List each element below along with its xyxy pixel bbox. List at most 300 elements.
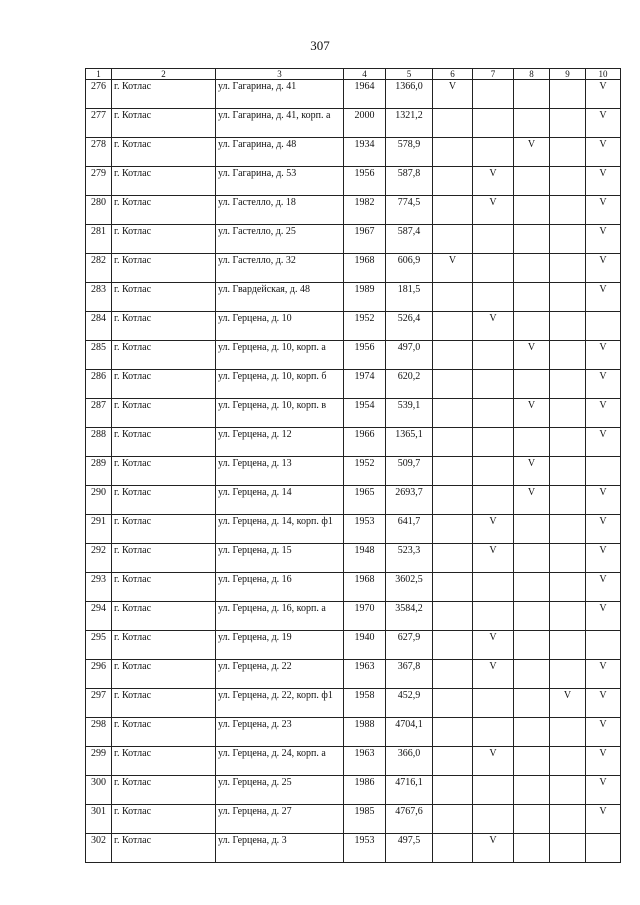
mark-col-8: V <box>514 341 550 370</box>
mark-col-8 <box>514 428 550 457</box>
mark-col-7: V <box>473 631 514 660</box>
address-cell: ул. Гагарина, д. 53 <box>216 167 344 196</box>
table-row <box>86 109 621 138</box>
mark-col-6 <box>433 457 473 486</box>
table-row <box>86 747 621 776</box>
mark-col-10: V <box>586 747 621 776</box>
address-cell: ул. Гастелло, д. 18 <box>216 196 344 225</box>
column-header: 2 <box>112 69 216 80</box>
city-cell: г. Котлас <box>112 631 216 660</box>
year-cell: 1964 <box>344 80 386 109</box>
row-number: 297 <box>86 689 112 718</box>
mark-col-7 <box>473 805 514 834</box>
mark-col-8 <box>514 747 550 776</box>
city-cell: г. Котлас <box>112 109 216 138</box>
row-number: 281 <box>86 225 112 254</box>
mark-col-10: V <box>586 805 621 834</box>
row-number: 284 <box>86 312 112 341</box>
row-number: 302 <box>86 834 112 863</box>
area-cell: 774,5 <box>386 196 433 225</box>
mark-col-6 <box>433 167 473 196</box>
housing-registry-table <box>85 68 621 863</box>
mark-col-6 <box>433 399 473 428</box>
mark-col-7 <box>473 109 514 138</box>
mark-col-10: V <box>586 196 621 225</box>
area-cell: 587,4 <box>386 225 433 254</box>
row-number: 298 <box>86 718 112 747</box>
row-number: 299 <box>86 747 112 776</box>
mark-col-9 <box>550 138 586 167</box>
mark-col-9 <box>550 805 586 834</box>
area-cell: 539,1 <box>386 399 433 428</box>
area-cell: 366,0 <box>386 747 433 776</box>
year-cell: 1963 <box>344 747 386 776</box>
year-cell: 1967 <box>344 225 386 254</box>
year-cell: 1956 <box>344 341 386 370</box>
mark-col-8 <box>514 660 550 689</box>
area-cell: 509,7 <box>386 457 433 486</box>
area-cell: 181,5 <box>386 283 433 312</box>
year-cell: 1965 <box>344 486 386 515</box>
year-cell: 1934 <box>344 138 386 167</box>
row-number: 282 <box>86 254 112 283</box>
city-cell: г. Котлас <box>112 167 216 196</box>
mark-col-8 <box>514 573 550 602</box>
year-cell: 1986 <box>344 776 386 805</box>
mark-col-7 <box>473 254 514 283</box>
table-row <box>86 718 621 747</box>
row-number: 286 <box>86 370 112 399</box>
address-cell: ул. Герцена, д. 13 <box>216 457 344 486</box>
mark-col-6 <box>433 486 473 515</box>
mark-col-10: V <box>586 660 621 689</box>
mark-col-8 <box>514 283 550 312</box>
column-header: 3 <box>216 69 344 80</box>
mark-col-8 <box>514 109 550 138</box>
table-row <box>86 834 621 863</box>
mark-col-10: V <box>586 225 621 254</box>
mark-col-6 <box>433 573 473 602</box>
address-cell: ул. Гвардейская, д. 48 <box>216 283 344 312</box>
mark-col-6 <box>433 196 473 225</box>
mark-col-9 <box>550 631 586 660</box>
mark-col-10 <box>586 457 621 486</box>
area-cell: 606,9 <box>386 254 433 283</box>
row-number: 301 <box>86 805 112 834</box>
mark-col-10: V <box>586 283 621 312</box>
mark-col-10 <box>586 631 621 660</box>
mark-col-8 <box>514 776 550 805</box>
area-cell: 523,3 <box>386 544 433 573</box>
row-number: 289 <box>86 457 112 486</box>
mark-col-6 <box>433 225 473 254</box>
mark-col-7 <box>473 573 514 602</box>
table-row <box>86 602 621 631</box>
mark-col-9 <box>550 660 586 689</box>
table-row <box>86 138 621 167</box>
mark-col-9 <box>550 283 586 312</box>
address-cell: ул. Герцена, д. 27 <box>216 805 344 834</box>
mark-col-8 <box>514 602 550 631</box>
address-cell: ул. Герцена, д. 12 <box>216 428 344 457</box>
mark-col-7 <box>473 486 514 515</box>
mark-col-6 <box>433 718 473 747</box>
city-cell: г. Котлас <box>112 805 216 834</box>
mark-col-8 <box>514 167 550 196</box>
mark-col-6 <box>433 109 473 138</box>
mark-col-10: V <box>586 138 621 167</box>
mark-col-9 <box>550 718 586 747</box>
mark-col-8 <box>514 80 550 109</box>
column-header: 6 <box>433 69 473 80</box>
city-cell: г. Котлас <box>112 486 216 515</box>
row-number: 292 <box>86 544 112 573</box>
table-row <box>86 370 621 399</box>
city-cell: г. Котлас <box>112 80 216 109</box>
row-number: 293 <box>86 573 112 602</box>
mark-col-9 <box>550 776 586 805</box>
address-cell: ул. Гастелло, д. 25 <box>216 225 344 254</box>
row-number: 276 <box>86 80 112 109</box>
row-number: 291 <box>86 515 112 544</box>
mark-col-9 <box>550 602 586 631</box>
mark-col-9 <box>550 457 586 486</box>
year-cell: 1958 <box>344 689 386 718</box>
mark-col-7 <box>473 718 514 747</box>
city-cell: г. Котлас <box>112 428 216 457</box>
mark-col-10: V <box>586 718 621 747</box>
column-header: 5 <box>386 69 433 80</box>
year-cell: 2000 <box>344 109 386 138</box>
mark-col-8 <box>514 805 550 834</box>
table-row <box>86 486 621 515</box>
mark-col-9 <box>550 399 586 428</box>
mark-col-9 <box>550 80 586 109</box>
mark-col-8 <box>514 834 550 863</box>
year-cell: 1963 <box>344 660 386 689</box>
mark-col-6: V <box>433 254 473 283</box>
mark-col-8 <box>514 544 550 573</box>
area-cell: 4716,1 <box>386 776 433 805</box>
mark-col-8: V <box>514 457 550 486</box>
mark-col-10: V <box>586 689 621 718</box>
city-cell: г. Котлас <box>112 573 216 602</box>
year-cell: 1968 <box>344 573 386 602</box>
year-cell: 1953 <box>344 515 386 544</box>
mark-col-10: V <box>586 370 621 399</box>
year-cell: 1954 <box>344 399 386 428</box>
city-cell: г. Котлас <box>112 457 216 486</box>
city-cell: г. Котлас <box>112 602 216 631</box>
mark-col-7 <box>473 457 514 486</box>
mark-col-9 <box>550 225 586 254</box>
mark-col-9 <box>550 109 586 138</box>
row-number: 278 <box>86 138 112 167</box>
address-cell: ул. Герцена, д. 23 <box>216 718 344 747</box>
city-cell: г. Котлас <box>112 747 216 776</box>
mark-col-6 <box>433 544 473 573</box>
year-cell: 1988 <box>344 718 386 747</box>
mark-col-9: V <box>550 689 586 718</box>
mark-col-9 <box>550 196 586 225</box>
table-row <box>86 196 621 225</box>
address-cell: ул. Герцена, д. 10, корп. в <box>216 399 344 428</box>
mark-col-7 <box>473 341 514 370</box>
mark-col-6 <box>433 602 473 631</box>
row-number: 300 <box>86 776 112 805</box>
area-cell: 587,8 <box>386 167 433 196</box>
address-cell: ул. Герцена, д. 24, корп. а <box>216 747 344 776</box>
table-row <box>86 573 621 602</box>
year-cell: 1982 <box>344 196 386 225</box>
address-cell: ул. Герцена, д. 14 <box>216 486 344 515</box>
address-cell: ул. Герцена, д. 10, корп. а <box>216 341 344 370</box>
mark-col-10 <box>586 834 621 863</box>
city-cell: г. Котлас <box>112 544 216 573</box>
mark-col-6 <box>433 747 473 776</box>
mark-col-7: V <box>473 834 514 863</box>
city-cell: г. Котлас <box>112 138 216 167</box>
mark-col-7: V <box>473 196 514 225</box>
mark-col-10: V <box>586 515 621 544</box>
city-cell: г. Котлас <box>112 196 216 225</box>
row-number: 295 <box>86 631 112 660</box>
table-row <box>86 80 621 109</box>
column-header: 1 <box>86 69 112 80</box>
address-cell: ул. Гастелло, д. 32 <box>216 254 344 283</box>
area-cell: 497,5 <box>386 834 433 863</box>
mark-col-7 <box>473 399 514 428</box>
column-header: 4 <box>344 69 386 80</box>
mark-col-9 <box>550 167 586 196</box>
address-cell: ул. Герцена, д. 22 <box>216 660 344 689</box>
mark-col-10 <box>586 312 621 341</box>
area-cell: 4704,1 <box>386 718 433 747</box>
year-cell: 1956 <box>344 167 386 196</box>
city-cell: г. Котлас <box>112 834 216 863</box>
area-cell: 4767,6 <box>386 805 433 834</box>
mark-col-7: V <box>473 544 514 573</box>
area-cell: 578,9 <box>386 138 433 167</box>
year-cell: 1953 <box>344 834 386 863</box>
mark-col-9 <box>550 747 586 776</box>
area-cell: 367,8 <box>386 660 433 689</box>
city-cell: г. Котлас <box>112 312 216 341</box>
mark-col-6 <box>433 428 473 457</box>
mark-col-7 <box>473 138 514 167</box>
area-cell: 497,0 <box>386 341 433 370</box>
mark-col-6 <box>433 312 473 341</box>
mark-col-8: V <box>514 486 550 515</box>
row-number: 285 <box>86 341 112 370</box>
year-cell: 1985 <box>344 805 386 834</box>
address-cell: ул. Герцена, д. 3 <box>216 834 344 863</box>
mark-col-7: V <box>473 747 514 776</box>
area-cell: 1365,1 <box>386 428 433 457</box>
mark-col-8 <box>514 312 550 341</box>
mark-col-10: V <box>586 544 621 573</box>
mark-col-7 <box>473 283 514 312</box>
mark-col-8 <box>514 631 550 660</box>
year-cell: 1989 <box>344 283 386 312</box>
area-cell: 2693,7 <box>386 486 433 515</box>
address-cell: ул. Герцена, д. 15 <box>216 544 344 573</box>
table-row <box>86 776 621 805</box>
year-cell: 1974 <box>344 370 386 399</box>
table-row <box>86 254 621 283</box>
table-row <box>86 167 621 196</box>
mark-col-6 <box>433 689 473 718</box>
mark-col-9 <box>550 312 586 341</box>
mark-col-8: V <box>514 399 550 428</box>
mark-col-9 <box>550 834 586 863</box>
column-header: 10 <box>586 69 621 80</box>
mark-col-10: V <box>586 776 621 805</box>
row-number: 277 <box>86 109 112 138</box>
address-cell: ул. Гагарина, д. 41 <box>216 80 344 109</box>
mark-col-9 <box>550 341 586 370</box>
address-cell: ул. Герцена, д. 19 <box>216 631 344 660</box>
mark-col-9 <box>550 573 586 602</box>
table-row <box>86 399 621 428</box>
mark-col-10: V <box>586 254 621 283</box>
area-cell: 3602,5 <box>386 573 433 602</box>
mark-col-7 <box>473 370 514 399</box>
city-cell: г. Котлас <box>112 341 216 370</box>
column-header: 8 <box>514 69 550 80</box>
column-header: 9 <box>550 69 586 80</box>
mark-col-9 <box>550 544 586 573</box>
mark-col-7 <box>473 428 514 457</box>
mark-col-8 <box>514 254 550 283</box>
table-row <box>86 283 621 312</box>
table-row <box>86 457 621 486</box>
city-cell: г. Котлас <box>112 254 216 283</box>
page-number: 307 <box>310 38 330 53</box>
address-cell: ул. Герцена, д. 25 <box>216 776 344 805</box>
mark-col-6 <box>433 515 473 544</box>
mark-col-7: V <box>473 312 514 341</box>
row-number: 283 <box>86 283 112 312</box>
mark-col-8 <box>514 370 550 399</box>
mark-col-6 <box>433 776 473 805</box>
address-cell: ул. Герцена, д. 14, корп. ф1 <box>216 515 344 544</box>
area-cell: 526,4 <box>386 312 433 341</box>
mark-col-6 <box>433 283 473 312</box>
table-row <box>86 689 621 718</box>
row-number: 294 <box>86 602 112 631</box>
mark-col-10: V <box>586 167 621 196</box>
mark-col-6: V <box>433 80 473 109</box>
mark-col-10: V <box>586 573 621 602</box>
year-cell: 1940 <box>344 631 386 660</box>
mark-col-7 <box>473 225 514 254</box>
area-cell: 620,2 <box>386 370 433 399</box>
address-cell: ул. Герцена, д. 16, корп. а <box>216 602 344 631</box>
area-cell: 3584,2 <box>386 602 433 631</box>
column-number-header <box>86 69 621 80</box>
table-row <box>86 660 621 689</box>
table-row <box>86 312 621 341</box>
address-cell: ул. Герцена, д. 10 <box>216 312 344 341</box>
city-cell: г. Котлас <box>112 660 216 689</box>
city-cell: г. Котлас <box>112 689 216 718</box>
mark-col-10: V <box>586 341 621 370</box>
city-cell: г. Котлас <box>112 370 216 399</box>
table-row <box>86 341 621 370</box>
mark-col-10: V <box>586 486 621 515</box>
mark-col-9 <box>550 515 586 544</box>
address-cell: ул. Гагарина, д. 48 <box>216 138 344 167</box>
mark-col-6 <box>433 834 473 863</box>
mark-col-6 <box>433 805 473 834</box>
mark-col-9 <box>550 370 586 399</box>
city-cell: г. Котлас <box>112 515 216 544</box>
table-row <box>86 225 621 254</box>
mark-col-6 <box>433 631 473 660</box>
mark-col-6 <box>433 660 473 689</box>
mark-col-7: V <box>473 167 514 196</box>
table-row <box>86 515 621 544</box>
mark-col-8: V <box>514 138 550 167</box>
year-cell: 1966 <box>344 428 386 457</box>
year-cell: 1948 <box>344 544 386 573</box>
area-cell: 641,7 <box>386 515 433 544</box>
year-cell: 1970 <box>344 602 386 631</box>
mark-col-9 <box>550 486 586 515</box>
mark-col-9 <box>550 428 586 457</box>
row-number: 290 <box>86 486 112 515</box>
mark-col-6 <box>433 370 473 399</box>
city-cell: г. Котлас <box>112 225 216 254</box>
mark-col-10: V <box>586 399 621 428</box>
year-cell: 1952 <box>344 457 386 486</box>
city-cell: г. Котлас <box>112 283 216 312</box>
mark-col-6 <box>433 341 473 370</box>
mark-col-7 <box>473 602 514 631</box>
mark-col-7 <box>473 776 514 805</box>
address-cell: ул. Герцена, д. 16 <box>216 573 344 602</box>
year-cell: 1968 <box>344 254 386 283</box>
mark-col-9 <box>550 254 586 283</box>
mark-col-7: V <box>473 660 514 689</box>
mark-col-8 <box>514 196 550 225</box>
mark-col-7: V <box>473 515 514 544</box>
mark-col-7 <box>473 689 514 718</box>
mark-col-7 <box>473 80 514 109</box>
mark-col-8 <box>514 718 550 747</box>
mark-col-8 <box>514 515 550 544</box>
row-number: 279 <box>86 167 112 196</box>
area-cell: 627,9 <box>386 631 433 660</box>
row-number: 296 <box>86 660 112 689</box>
table-row <box>86 544 621 573</box>
mark-col-10: V <box>586 80 621 109</box>
table-row <box>86 631 621 660</box>
row-number: 280 <box>86 196 112 225</box>
address-cell: ул. Гагарина, д. 41, корп. а <box>216 109 344 138</box>
mark-col-8 <box>514 225 550 254</box>
row-number: 288 <box>86 428 112 457</box>
address-cell: ул. Герцена, д. 10, корп. б <box>216 370 344 399</box>
city-cell: г. Котлас <box>112 718 216 747</box>
row-number: 287 <box>86 399 112 428</box>
area-cell: 1321,2 <box>386 109 433 138</box>
table-row <box>86 805 621 834</box>
area-cell: 1366,0 <box>386 80 433 109</box>
area-cell: 452,9 <box>386 689 433 718</box>
city-cell: г. Котлас <box>112 776 216 805</box>
